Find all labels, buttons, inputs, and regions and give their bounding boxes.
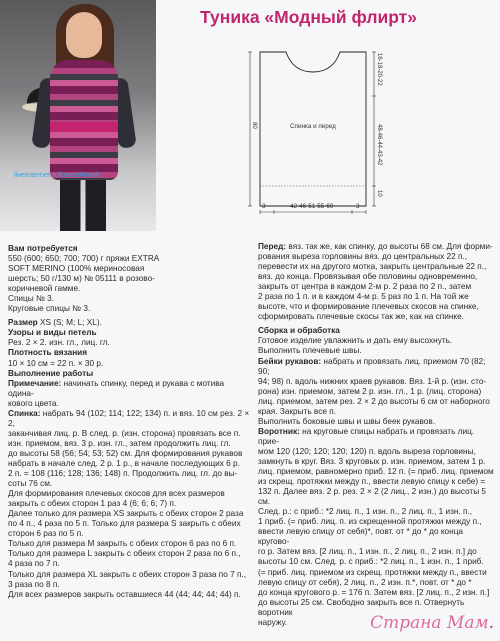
text-line xyxy=(8,429,252,439)
text-line xyxy=(258,292,496,302)
bold-heading: Выполнение работы xyxy=(8,368,94,378)
text-line xyxy=(258,588,496,598)
schematic-bottom-right: 3 xyxy=(356,203,360,210)
line-text: до высоты 25 см. Свободно закрыть все п. Отвернуть воротник xyxy=(258,597,465,617)
text-line xyxy=(8,318,252,328)
bold-heading: Вам потребуется xyxy=(8,244,78,253)
text-line xyxy=(258,507,496,517)
line-text: шерсть; 50 г/130 м) № 05111 в розово- xyxy=(8,274,155,284)
bold-heading: Плотность вязания xyxy=(8,348,88,358)
text-line xyxy=(8,274,252,284)
text-line xyxy=(258,477,496,487)
text-line xyxy=(258,447,496,457)
text-line xyxy=(258,336,496,346)
line-text: по 4 п., 4 раза по 5 п. Только для размера S закрыть с обеих xyxy=(8,519,241,529)
line-text: Только для размера XL закрыть с обеих сторон 3 раза по 7 п., xyxy=(8,569,247,579)
line-text: сформировать плечевые скосы так же, как на спинке. xyxy=(258,312,464,322)
line-text: Выполнить плечевые швы. xyxy=(258,346,362,356)
line-text: лиц. приемом, затем рез. 2 × 2 до высоты 6 см от наборного xyxy=(258,396,490,406)
text-line xyxy=(258,427,496,447)
line-text: на круговые спицы набрать и провязать лиц. прие- xyxy=(258,426,475,446)
instructions-right-column xyxy=(258,242,496,628)
bold-heading: Бейки рукавов: xyxy=(258,356,322,366)
line-text: рования выреза горловины вяз. до центральных 22 п., xyxy=(258,252,468,262)
text-line xyxy=(8,348,252,358)
line-text: высоты 10 см. След. р. с приб.: *2 лиц. п., 1 изн. п., 1 приб. xyxy=(258,557,484,567)
text-line xyxy=(258,547,496,557)
line-text: сторон 6 раз по 5 п. xyxy=(8,529,84,539)
text-line xyxy=(8,304,252,314)
line-text: XS (S; M; L; XL). xyxy=(37,318,102,328)
text-line xyxy=(8,580,252,590)
model-photo xyxy=(0,0,156,231)
model-legs xyxy=(60,180,106,231)
text-line xyxy=(8,264,252,274)
line-text: Для всех размеров закрыть оставшиеся 44 (44; 44; 44; 44) п. xyxy=(8,589,241,599)
text-line xyxy=(258,457,496,467)
text-line xyxy=(258,417,496,427)
bold-heading: Воротник: xyxy=(258,426,300,436)
text-line xyxy=(8,369,252,379)
line-text: 94; 98) п. вдоль нижних краев рукавов. Вяз. 1-й р. (изн. сто- xyxy=(258,376,487,386)
line-text: 3 раза по 8 п. xyxy=(8,579,60,589)
line-text: Готовое изделие увлажнить и дать ему высохнуть. xyxy=(258,336,453,346)
bold-heading: Перед: xyxy=(258,242,287,251)
bold-heading: Размер xyxy=(8,318,38,328)
line-text: заканчивая лиц. р. В след. р. (изн. сторона) провязать все п. xyxy=(8,428,241,438)
text-line xyxy=(8,379,252,399)
text-line xyxy=(8,399,252,409)
text-line xyxy=(8,590,252,600)
text-line xyxy=(8,284,252,294)
text-line xyxy=(258,312,496,322)
line-text: Только для размера L закрыть с обеих сторон 2 раза по 6 п., xyxy=(8,549,241,559)
line-text: 1 приб. (= приб. лиц. п. из скрещенной протяжки между п., xyxy=(258,517,482,527)
photo-watermark: liveinternet.ru/users/rimok xyxy=(14,170,100,179)
line-text: из скрещ. протяжки между п., ввести левую спицу к себе) = xyxy=(258,477,486,487)
text-line xyxy=(8,328,252,338)
text-line xyxy=(258,326,496,336)
line-text: (= приб. лиц. приемом из скрещ. протяжки между п., ввести xyxy=(258,567,487,577)
line-text: 2 раза по 1 п. и в каждом 4-м р. 5 раз по 1 п. На той же xyxy=(258,292,469,302)
logo-text: Страна Мам xyxy=(370,613,489,633)
bold-heading: Спинка: xyxy=(8,408,41,418)
line-text: перевести их на другого мотка, закрыть центральные 22 п., xyxy=(258,262,487,272)
text-line xyxy=(258,346,496,356)
pattern-schematic xyxy=(240,38,390,220)
line-text: Рез. 2 × 2. изн. гл., лиц. гл. xyxy=(8,338,110,348)
line-text: ввести левую спицу от себя)*, повт. от * до * до конца кругово- xyxy=(258,527,464,547)
text-line xyxy=(8,529,252,539)
text-line xyxy=(8,244,252,254)
text-line xyxy=(8,439,252,449)
line-text: наружу. xyxy=(258,617,288,627)
text-line xyxy=(8,294,252,304)
bold-heading: Узоры и виды петель xyxy=(8,328,97,338)
text-line xyxy=(258,578,496,588)
text-line xyxy=(8,519,252,529)
schematic-right-mid: 48-46-44-43-42 xyxy=(376,124,382,166)
text-line xyxy=(8,469,252,479)
text-line xyxy=(8,479,252,489)
text-line xyxy=(8,254,252,264)
line-text: закрыть с обеих сторон 1 раз 4 (6; 6; 6; 7) п. xyxy=(8,499,177,509)
line-text: до конца кругового р. = 176 п. Затем вяз. [2 лиц. п., 2 изн. п.] xyxy=(258,587,490,597)
schematic-bottom-left: 3 xyxy=(262,203,266,210)
text-line xyxy=(258,557,496,567)
line-text: вяз. так же, как спинку, до высоты 68 см. Для форми- xyxy=(286,242,493,251)
text-line xyxy=(8,509,252,519)
line-text: изн. приемом, вяз. 3 р. изн. гл., затем продолжить лиц. гл. xyxy=(8,438,231,448)
text-line xyxy=(258,357,496,377)
schematic-center-label: Спинка и перед xyxy=(290,123,336,130)
text-line xyxy=(258,467,496,477)
line-text: замкнуть в круг. Вяз. 3 круговых р. изн. приемом, затем 1 р. xyxy=(258,456,486,466)
text-line xyxy=(258,302,496,312)
line-text: начинать спинку, перед и рукава с мотива одина- xyxy=(8,378,225,398)
line-text: Круговые спицы № 3. xyxy=(8,304,91,314)
text-line xyxy=(8,570,252,580)
line-text: След. р.: с приб.: *2 лиц. п., 1 изн. п., 2 лиц. п., 1 изн. п., xyxy=(258,507,473,517)
schematic-bottom-width: 42-46-51-55-60 xyxy=(290,203,334,210)
line-text: набрать и провязать лиц. приемом 70 (82; 90; xyxy=(258,356,486,376)
text-line xyxy=(258,487,496,507)
line-text: Далее только для размера XS закрыть с обеих сторон 2 раза xyxy=(8,509,244,519)
text-line xyxy=(8,409,252,429)
pink-belt xyxy=(50,122,118,132)
text-line xyxy=(258,387,496,397)
text-line xyxy=(8,489,252,499)
line-text: до высоты 58 (56; 54; 53; 52) см. Для формирования рукавов xyxy=(8,448,243,458)
line-text: края. Закрыть все п. xyxy=(258,406,336,416)
text-line xyxy=(258,527,496,547)
line-text: SOFT MERINO (100% мериносовая xyxy=(8,264,145,274)
model-face xyxy=(66,12,102,58)
text-line xyxy=(8,359,252,369)
text-line xyxy=(8,459,252,469)
text-line xyxy=(258,517,496,527)
line-text: 2 п. = 108 (116; 128; 136; 148) п. Продолжить лиц. гл. до вы- xyxy=(8,469,238,479)
site-logo xyxy=(370,613,494,633)
line-text: 550 (600; 650; 700; 700) г пряжи EXTRA xyxy=(8,254,160,264)
text-line xyxy=(258,407,496,417)
text-line xyxy=(258,252,496,262)
schematic-right-bottom: 10 xyxy=(376,190,382,197)
bold-heading: Примечание: xyxy=(8,378,62,388)
bold-heading: Сборка и обработка xyxy=(258,326,340,336)
text-line xyxy=(258,568,496,578)
schematic-right-top: 16-18-20-22 xyxy=(376,53,382,86)
text-line xyxy=(258,262,496,272)
line-text: кового цвета. xyxy=(8,398,59,408)
line-text: Выполнить боковые швы и швы беек рукавов. xyxy=(258,416,436,426)
text-line xyxy=(8,559,252,569)
line-text: 4 раза по 7 п. xyxy=(8,559,60,569)
text-line xyxy=(258,282,496,292)
line-text: соты 76 см. xyxy=(8,479,53,489)
text-line xyxy=(8,549,252,559)
text-line xyxy=(8,499,252,509)
line-text: го р. Затем вяз. [2 лиц. п., 1 изн. п., 2 лиц. п., 2 изн. п.] до xyxy=(258,547,477,557)
line-text: 10 × 10 см = 22 п. × 30 р. xyxy=(8,358,104,368)
line-text: Только для размера M закрыть с обеих сторон 6 раз по 6 п. xyxy=(8,539,237,549)
logo-dot: . xyxy=(488,613,494,633)
instructions-left-column xyxy=(8,244,252,600)
line-text: вяз. до конца. Провязывая обе половины одновременно, xyxy=(258,272,478,282)
text-line xyxy=(8,449,252,459)
text-line xyxy=(258,242,496,252)
line-text: набрать в начале след. 2 р. 1 р., в начале последующих 6 р. xyxy=(8,458,240,468)
line-text: коричневой гамме. xyxy=(8,284,81,294)
line-text: левую спицу от себя), 2 лиц. п., 2 изн. п.*, повт. от * до * xyxy=(258,577,472,587)
line-text: 132 п. Далее вяз. 2 р. рез. 2 × 2 (2 лиц., 2 изн.) до высоты 5 см. xyxy=(258,487,487,507)
line-text: закрыть от центра в каждом 2-м р. 2 раза по 2 п., затем xyxy=(258,282,472,292)
line-text: Спицы № 3. xyxy=(8,294,55,304)
text-line xyxy=(258,377,496,387)
striped-tunic xyxy=(50,60,118,180)
line-text: высоте, что и формирование плечевых скосов на спинке, xyxy=(258,302,479,312)
text-line xyxy=(8,539,252,549)
line-text: рона) изн. приемом, затем 2 р. изн. гл., 1 р. (лиц. сторона) xyxy=(258,386,482,396)
text-line xyxy=(258,272,496,282)
schematic-left-height: 80 xyxy=(251,122,257,129)
text-line xyxy=(258,397,496,407)
line-text: набрать 94 (102; 114; 122; 134) п. и вяз. 10 см рез. 2 × 2, xyxy=(8,408,250,428)
line-text: Для формирования плечевых скосов для всех размеров xyxy=(8,489,225,499)
line-text: мом 120 (120; 120; 120; 120) п. вдоль выреза горловины, xyxy=(258,446,476,456)
text-line xyxy=(8,338,252,348)
page-title: Туника «Модный флирт» xyxy=(200,7,417,27)
line-text: лиц. приемом, равномерно приб. 12 п. (= приб. лиц. приемом xyxy=(258,467,494,477)
